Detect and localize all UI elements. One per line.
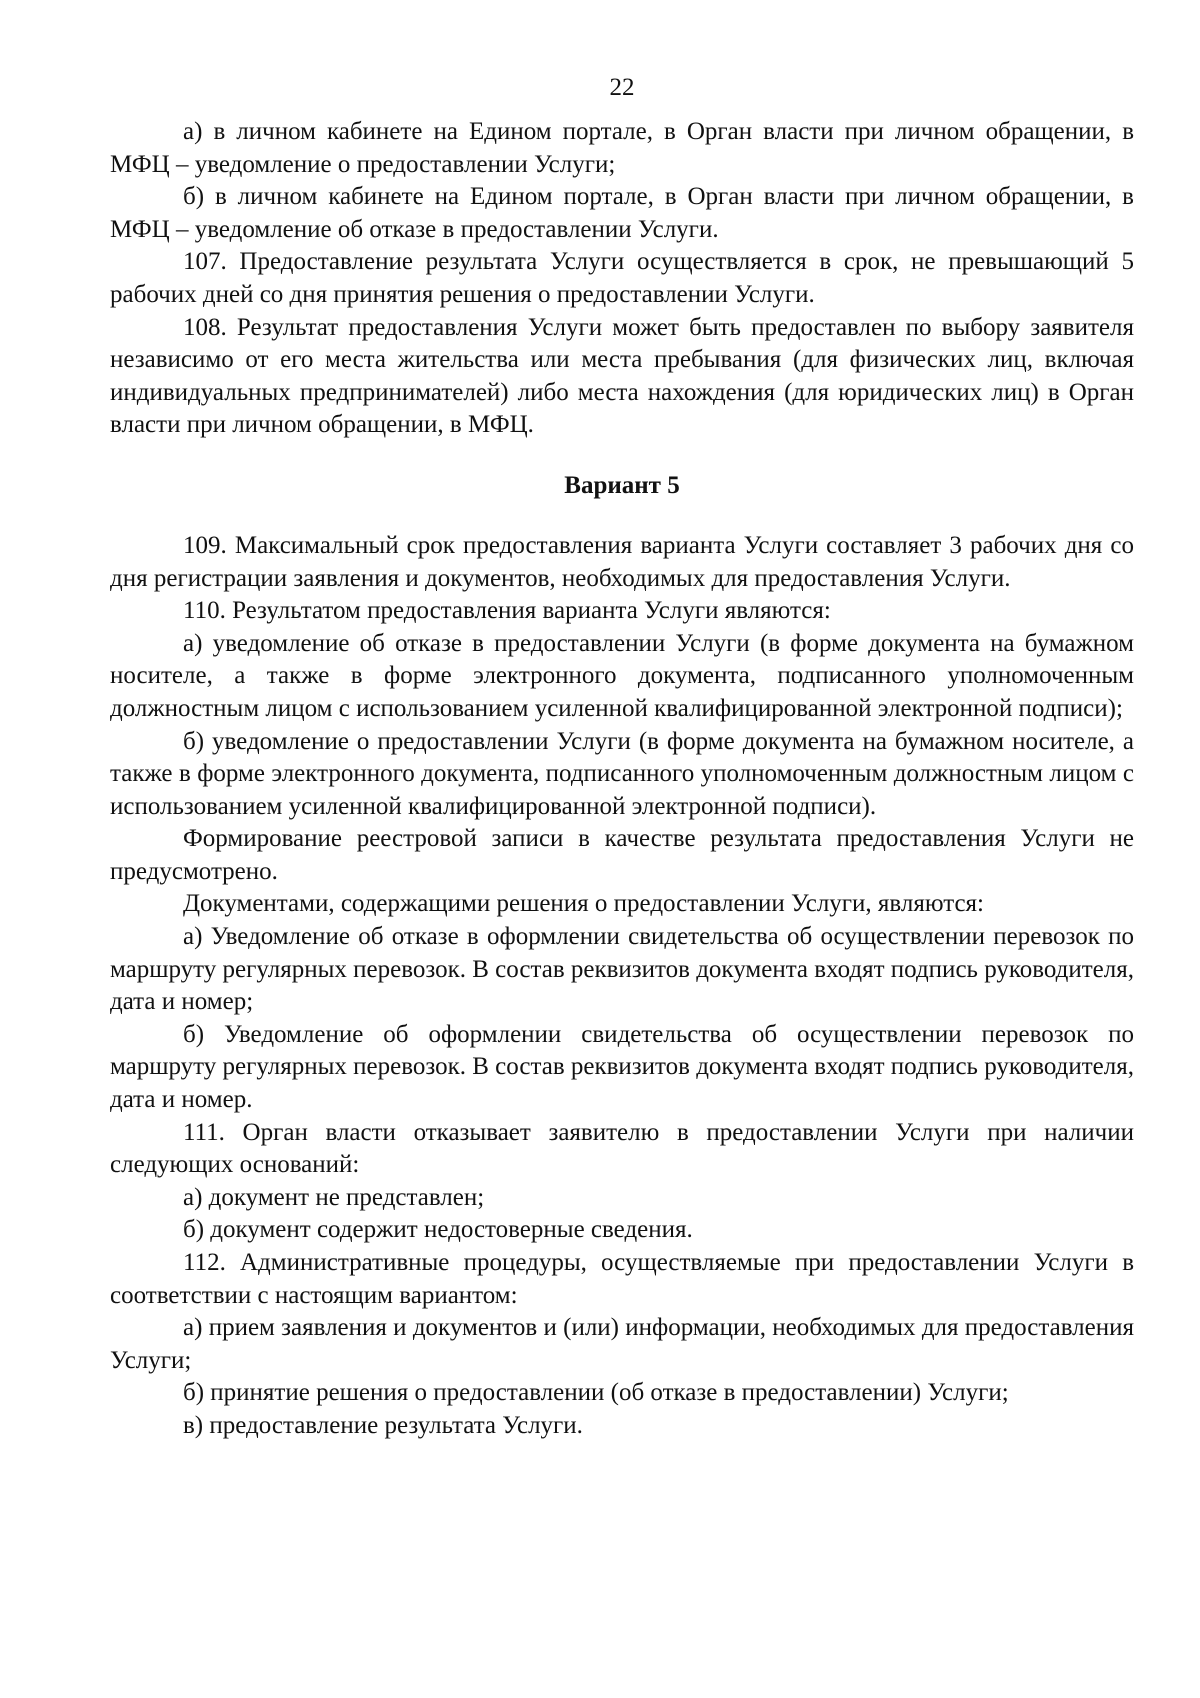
paragraph: 109. Максимальный срок предоставления варианта Услуги составляет 3 рабочих дня со дня регистрации заявления и документов, необходимых для предоставления Услуги. xyxy=(110,531,1134,592)
section-after-heading xyxy=(110,530,1134,1443)
paragraph: а) документ не представлен; xyxy=(183,1183,485,1211)
paragraph: 111. Орган власти отказывает заявителю в предоставлении Услуги при наличии следующих оснований: xyxy=(110,1118,1134,1179)
paragraph: 110. Результатом предоставления варианта Услуги являются: xyxy=(183,597,831,625)
paragraph: а) уведомление об отказе в предоставлении Услуги (в форме документа на бумажном носителе, а также в форме электронного документа, подписанного уполномоченным должностным лицом с использованием усиленной квалифицированной электронной подписи); xyxy=(110,629,1134,722)
paragraph: б) в личном кабинете на Едином портале, в Орган власти при личном обращении, в МФЦ – уведомление об отказе в предоставлении Услуги. xyxy=(110,183,1134,243)
paragraph: 108. Результат предоставления Услуги может быть предоставлен по выбору заявителя независимо от его места жительства или места пребывания (для физических лиц, включая индивидуальных предпринимателей) либо места нахождения (для юридических лиц) в Орган власти при личном обращении, в МФЦ. xyxy=(110,313,1134,439)
paragraph: б) принятие решения о предоставлении (об отказе в предоставлении) Услуги; xyxy=(183,1379,1009,1407)
section-heading: Вариант 5 xyxy=(564,471,680,499)
paragraph: а) в личном кабинете на Едином портале, в Орган власти при личном обращении, в МФЦ – уведомление о предоставлении Услуги; xyxy=(110,118,1134,178)
paragraph: а) Уведомление об отказе в оформлении свидетельства об осуществлении перевозок по маршруту регулярных перевозок. В состав реквизитов документа входят подпись руководителя, дата и номер; xyxy=(110,923,1134,1016)
page-number: 22 xyxy=(609,74,635,101)
paragraph: б) Уведомление об оформлении свидетельства об осуществлении перевозок по маршруту регулярных перевозок. В состав реквизитов документа входят подпись руководителя, дата и номер. xyxy=(110,1020,1134,1114)
paragraph: а) прием заявления и документов и (или) информации, необходимых для предоставления Услуги; xyxy=(110,1314,1134,1374)
paragraph: б) документ содержит недостоверные сведения. xyxy=(183,1216,693,1244)
paragraph: в) предоставление результата Услуги. xyxy=(183,1411,583,1439)
paragraph: Формирование реестровой записи в качестве результата предоставления Услуги не предусмотрено. xyxy=(110,825,1134,885)
section-before-heading xyxy=(110,116,1134,442)
paragraph: 107. Предоставление результата Услуги осуществляется в срок, не превышающий 5 рабочих дней со дня принятия решения о предоставлении Услуги. xyxy=(110,248,1134,308)
paragraph: 112. Административные процедуры, осуществляемые при предоставлении Услуги в соответствии с настоящим вариантом: xyxy=(110,1249,1134,1309)
paragraph: б) уведомление о предоставлении Услуги (в форме документа на бумажном носителе, а также в форме электронного документа, подписанного уполномоченным должностным лицом с использованием усиленной квалифицированной электронной подписи). xyxy=(110,727,1134,820)
paragraph: Документами, содержащими решения о предоставлении Услуги, являются: xyxy=(183,890,984,918)
